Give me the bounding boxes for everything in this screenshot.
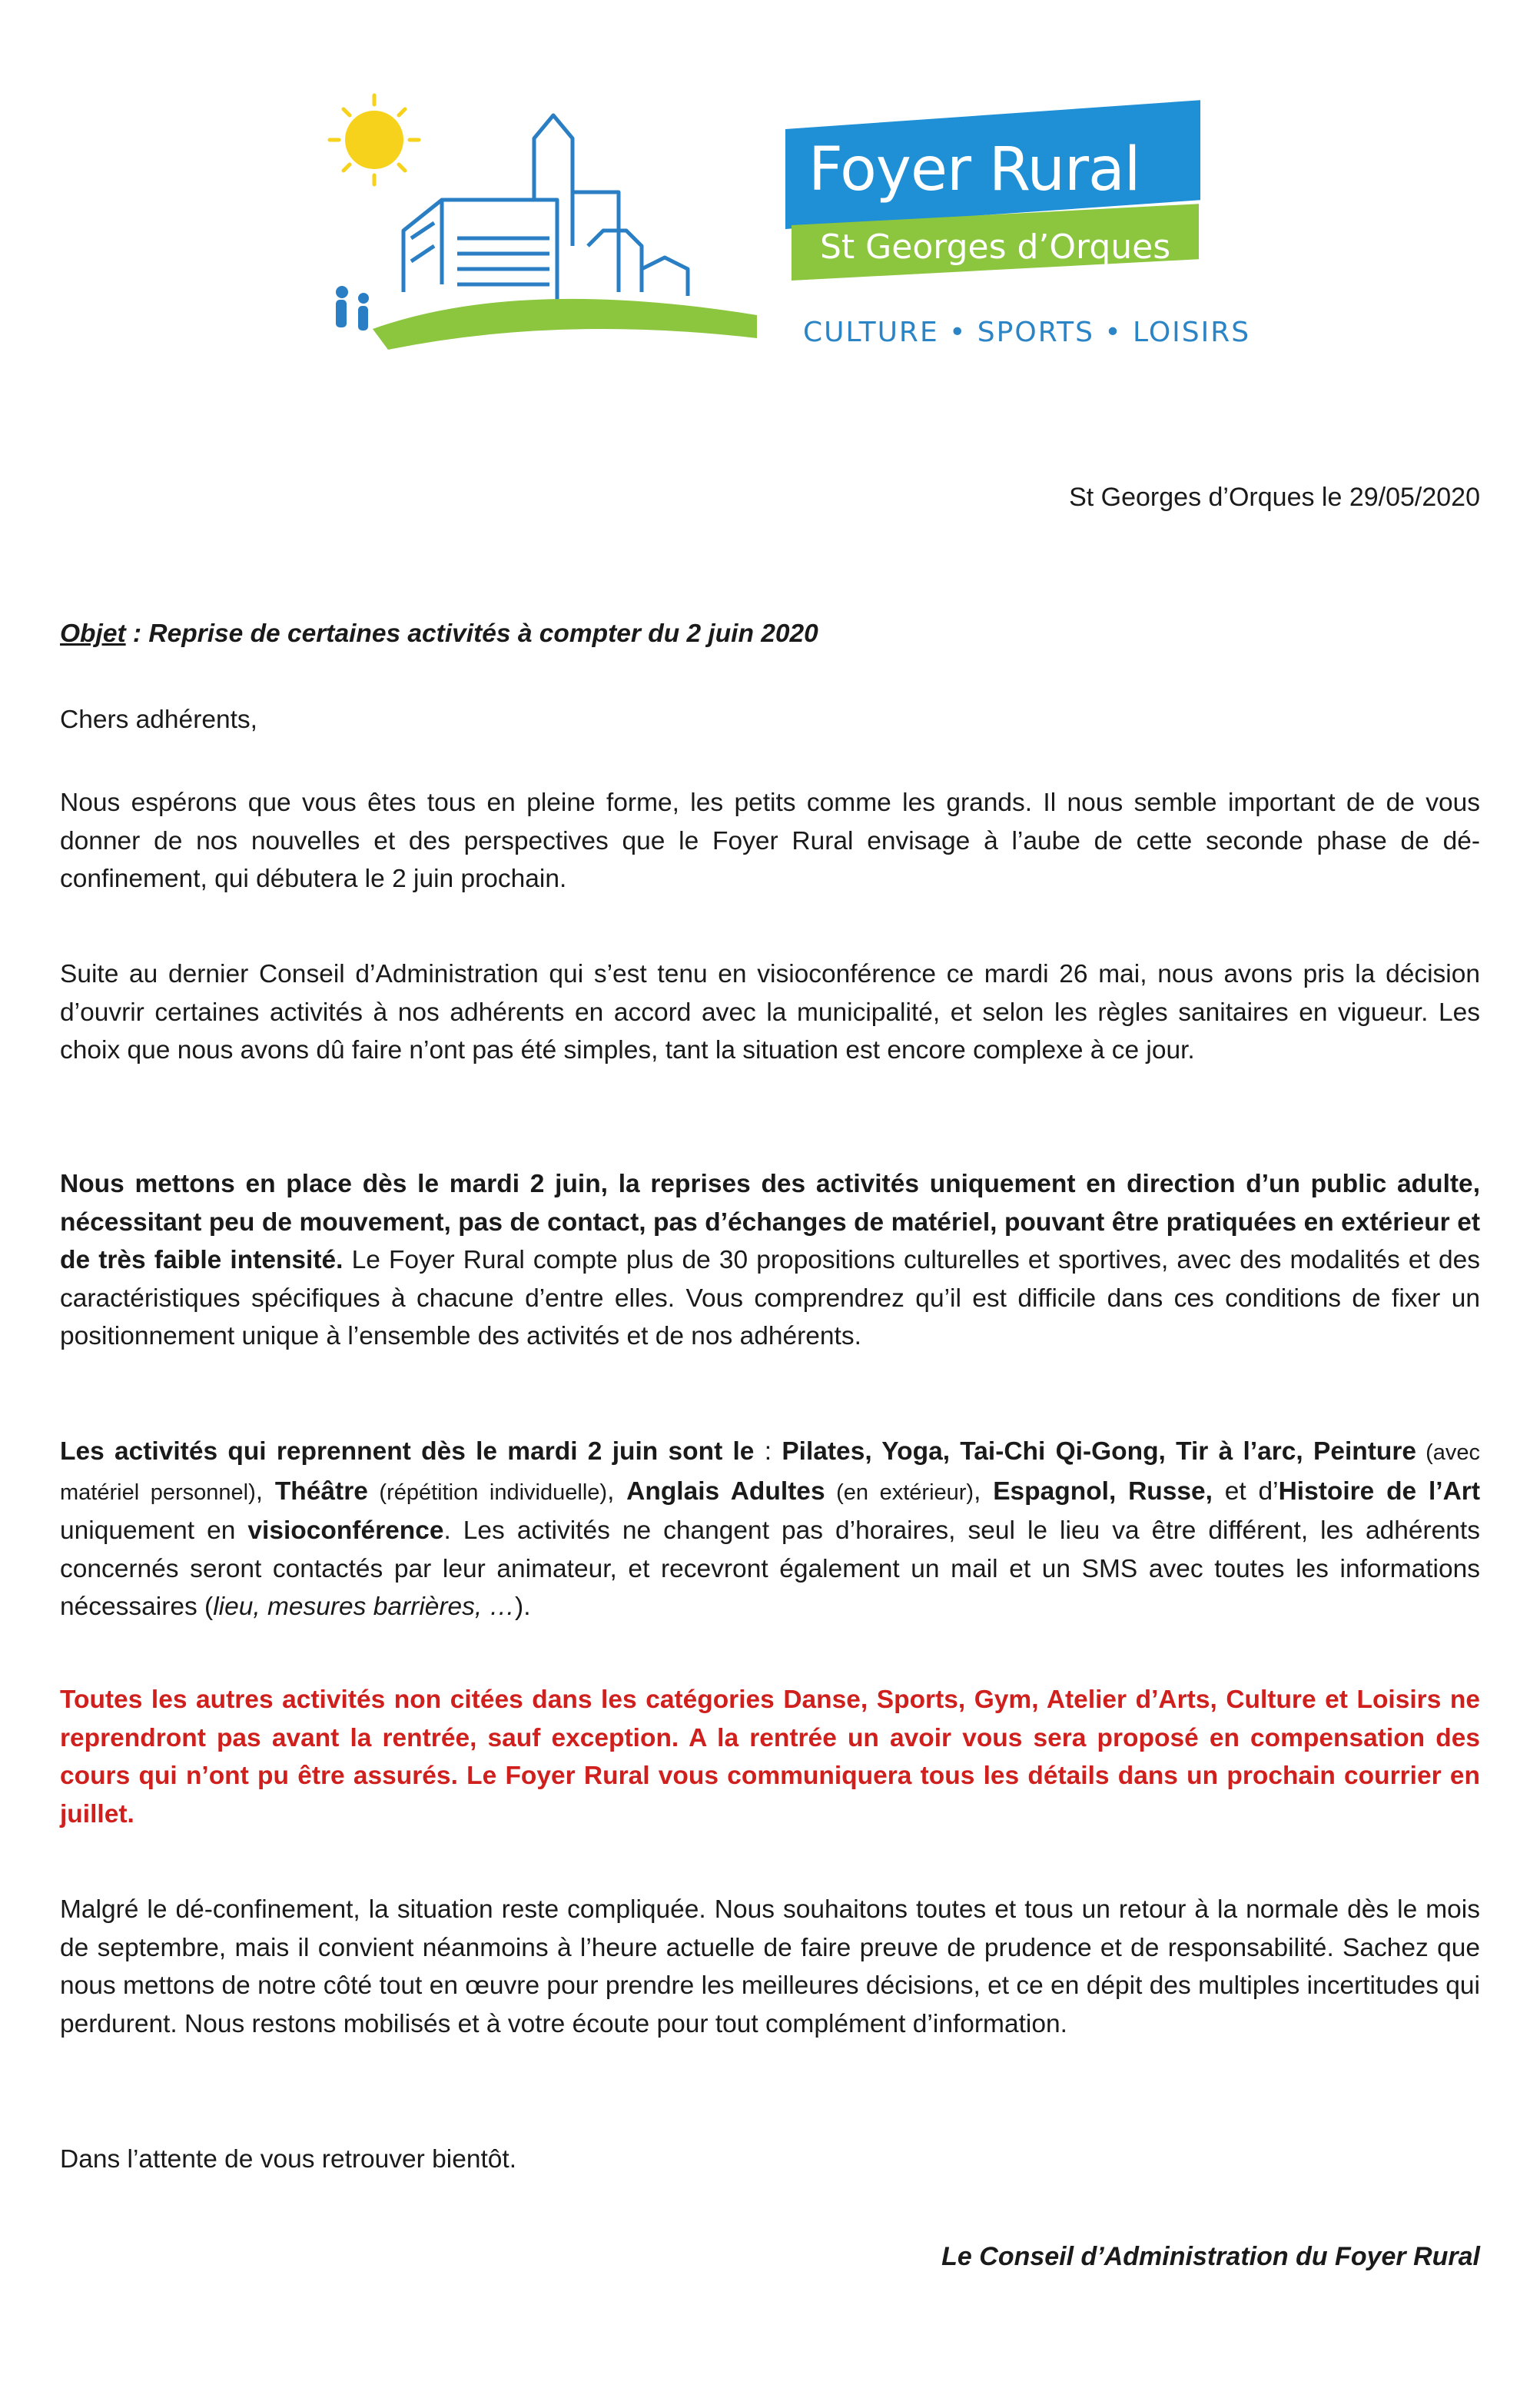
- activities-colon: :: [754, 1437, 782, 1466]
- activities-only: uniquement en: [60, 1516, 248, 1545]
- activity-anglais: Anglais Adultes: [626, 1476, 825, 1506]
- paragraph-closing: Dans l’attente de vous retrouver bientôt.: [60, 2145, 517, 2174]
- subject-label: Objet: [60, 619, 126, 648]
- logo-tagline: CULTURE • SPORTS • LOISIRS: [803, 317, 1251, 348]
- activity-histoire-art: Histoire de l’Art: [1278, 1476, 1480, 1506]
- village-buildings-icon: [403, 115, 688, 300]
- activities-sep-1: ,: [255, 1476, 275, 1506]
- letter-greeting: Chers adhérents,: [60, 706, 257, 734]
- logo-subtitle: St Georges d’Orques: [820, 228, 1171, 267]
- logo-title: Foyer Rural: [808, 135, 1140, 204]
- foyer-rural-logo-illustration: [327, 85, 768, 369]
- paragraph-reopening-conditions: [60, 1165, 1480, 1356]
- sun-icon: [330, 95, 419, 184]
- activities-lead: Les activités qui reprennent dès le mardi 2 juin sont le: [60, 1437, 755, 1466]
- activities-sep-2: ,: [607, 1476, 627, 1506]
- activities-list-main: Pilates, Yoga, Tai-Chi Qi-Gong, Tir à l’arc, Peinture: [782, 1437, 1417, 1466]
- paragraph-other-activities-notice: Toutes les autres activités non citées dans les catégories Danse, Sports, Gym, Atelier d’Arts, Culture et Loisirs ne reprendront pas avant la rentrée, sauf exception. A la rentrée un avoir vous sera proposé en compensation des cours qui n’ont pu être assurés. Le Foyer Rural vous communiquera tous les détails dans un prochain courrier en juillet.: [60, 1686, 1480, 1828]
- activities-note-theatre: (répétition individuelle): [367, 1480, 608, 1505]
- activities-end: ).: [515, 1593, 531, 1621]
- paragraph-council-decision: Suite au dernier Conseil d’Administration qui s’est tenu en visioconférence ce mardi 26 mai, nous avons pris la décision d’ouvrir certaines activités à nos adhérents en accord avec la municipalité, et selon les règles sanitaires en vigueur. Les choix que nous avons dû faire n’ont pas été simples, tant la situation est encore complexe à ce jour.: [60, 960, 1480, 1065]
- activities-details: . Les activités ne changent pas d’horaires, seul le lieu va être différent, les adhérents concernés seront contactés par leur animateur, et recevront également un mail et un SMS avec toutes les informations nécessaires (: [60, 1516, 1480, 1621]
- activities-conj: et d’: [1212, 1476, 1279, 1506]
- paragraph-situation: Malgré le dé-confinement, la situation reste compliquée. Nous souhaitons toutes et tous un retour à la normale dès le mois de septembre, mais il convient néanmoins à l’heure actuelle de faire preuve de prudence et de responsabilité. Sachez que nous mettons de notre côté tout en œuvre pour prendre les meilleures décisions, et ce en dépit des multiples incertitudes qui perdurent. Nous restons mobilisés et à votre écoute pour tout complément d’information.: [60, 1895, 1480, 2038]
- activities-note-anglais: (en extérieur): [825, 1480, 974, 1505]
- subject-text: : Reprise de certaines activités à compter du 2 juin 2020: [125, 619, 818, 648]
- children-icon: [336, 286, 369, 330]
- reopening-conditions-rest: Le Foyer Rural compte plus de 30 propositions culturelles et sportives, avec des modalités et des caractéristiques spécifiques à chacune d’entre elles. Vous comprendrez qu’il est difficile dans ces conditions de fixer un positionnement unique à l’ensemble des activités et de nos adhérents.: [60, 1246, 1480, 1350]
- activities-note-peinture: (avec matériel personnel): [60, 1440, 1480, 1505]
- activities-sep-3: ,: [974, 1476, 994, 1506]
- paragraph-intro: Nous espérons que vous êtes tous en pleine forme, les petits comme les grands. Il nous semble important de de vous donner de nos nouvelles et des perspectives que le Foyer Rural envisage à l’aube de cette seconde phase de dé-confinement, qui débutera le 2 juin prochain.: [60, 789, 1480, 893]
- foyer-rural-logo-badge: [785, 129, 1200, 294]
- activities-visio: visioconférence: [247, 1516, 444, 1545]
- reopening-conditions-bold: Nous mettons en place dès le mardi 2 juin, la reprises des activités uniquement en direction d’un public adulte, nécessitant peu de mouvement, pas de contact, pas d’échanges de matériel, pouvant être pratiquées en extérieur et de très faible intensité.: [60, 1170, 1480, 1274]
- letter-date: St Georges d’Orques le 29/05/2020: [1069, 483, 1480, 512]
- letter-subject: [60, 615, 1480, 653]
- letter-signature: Le Conseil d’Administration du Foyer Rural: [941, 2242, 1480, 2271]
- paragraph-activities-list: [60, 1433, 1480, 1626]
- activity-theatre: Théâtre: [274, 1476, 368, 1506]
- activities-details-italic: lieu, mesures barrières, …: [213, 1593, 516, 1621]
- activity-espagnol-russe: Espagnol, Russe,: [993, 1476, 1213, 1506]
- green-hill-shape: [373, 299, 757, 350]
